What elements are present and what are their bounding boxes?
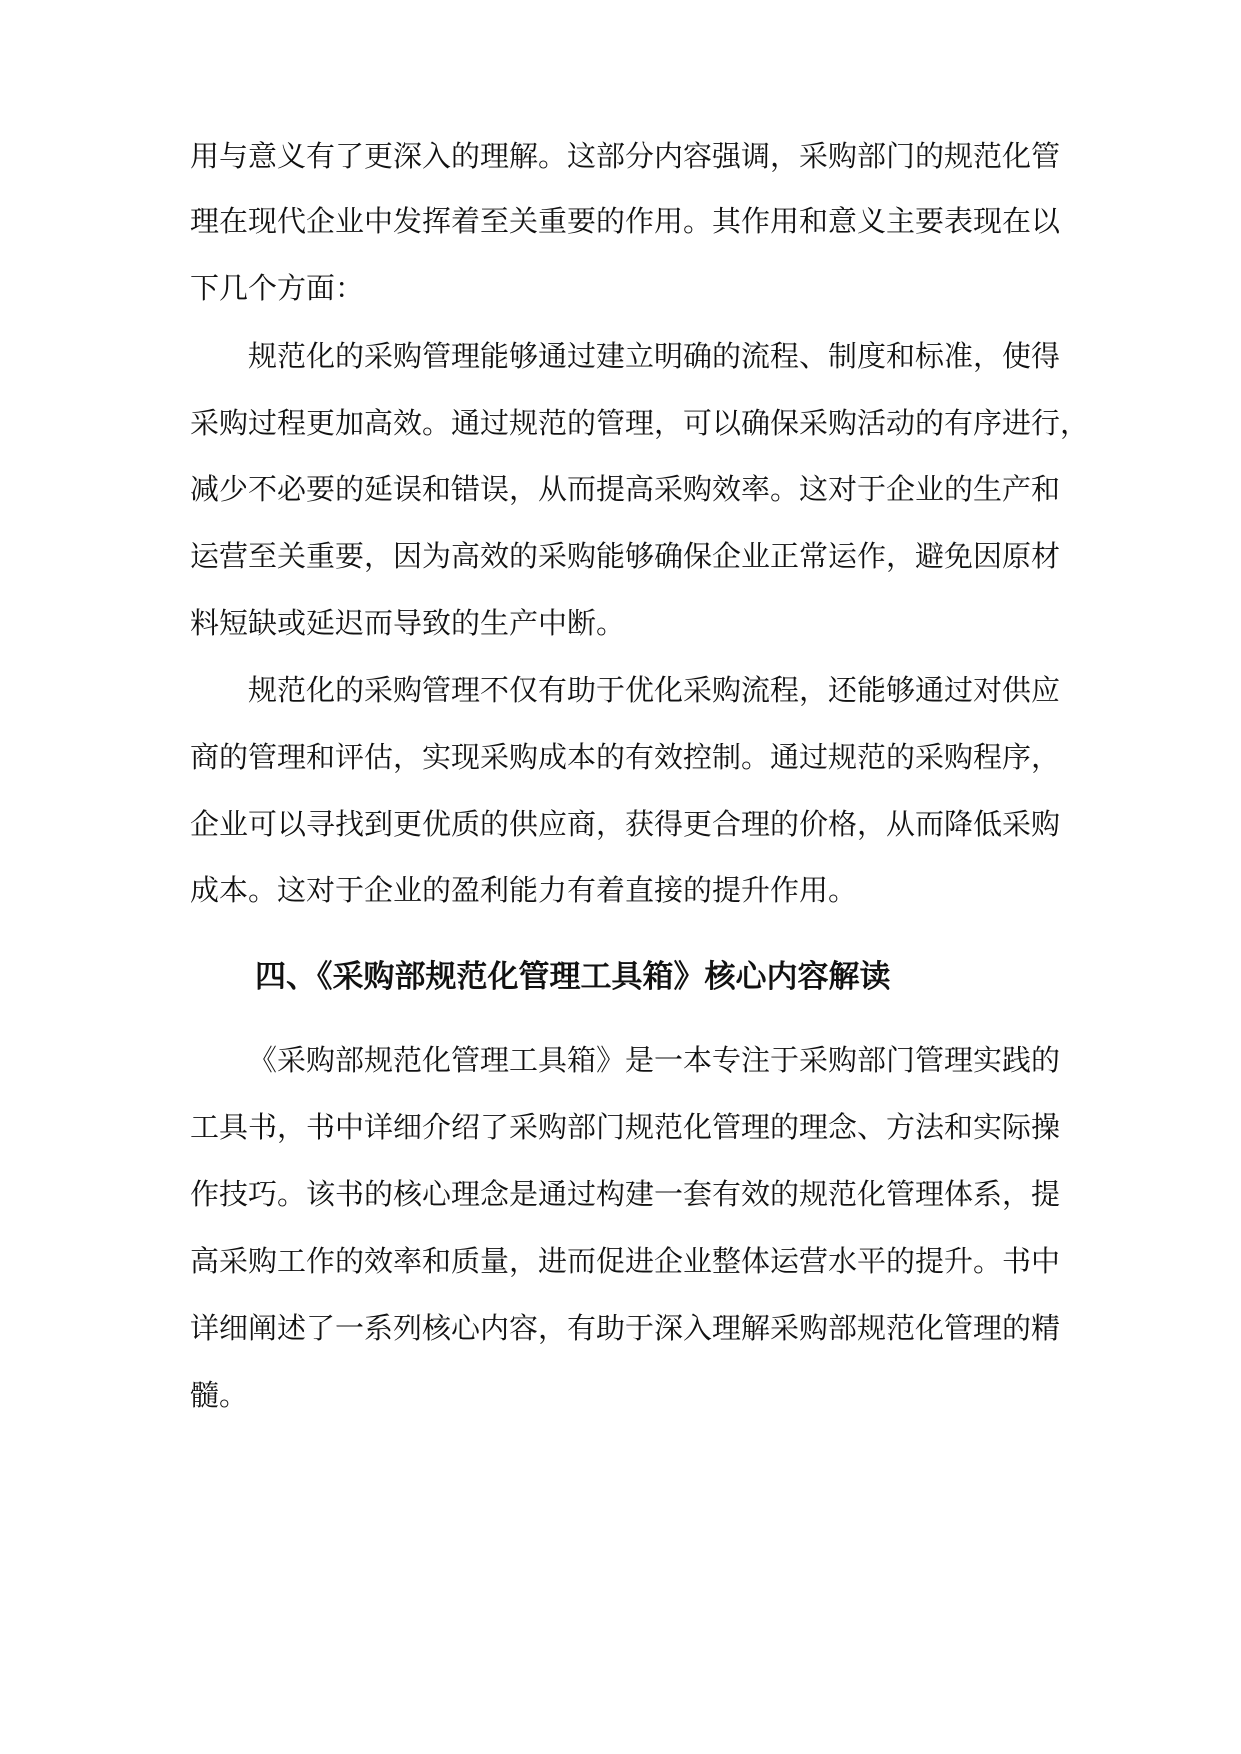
paragraph-2-line-4: 运营至关重要，因为高效的采购能够确保企业正常运作，避免因原材 bbox=[190, 539, 1061, 573]
paragraph-4-line-1: 《采购部规范化管理工具箱》是一本专注于采购部门管理实践的 bbox=[248, 1043, 1061, 1077]
paragraph-3-line-2: 商的管理和评估，实现采购成本的有效控制。通过规范的采购程序， bbox=[190, 740, 1061, 774]
paragraph-1-line-2: 理在现代企业中发挥着至关重要的作用。其作用和意义主要表现在以 bbox=[190, 204, 1061, 238]
paragraph-3-line-4: 成本。这对于企业的盈利能力有着直接的提升作用。 bbox=[190, 873, 858, 907]
paragraph-4-line-2: 工具书，书中详细介绍了采购部门规范化管理的理念、方法和实际操 bbox=[190, 1110, 1061, 1144]
paragraph-2-line-3: 减少不必要的延误和错误，从而提高采购效率。这对于企业的生产和 bbox=[190, 472, 1061, 506]
paragraph-1-line-1: 用与意义有了更深入的理解。这部分内容强调，采购部门的规范化管 bbox=[190, 139, 1061, 173]
paragraph-2-line-1: 规范化的采购管理能够通过建立明确的流程、制度和标准，使得 bbox=[248, 339, 1061, 373]
paragraph-4-line-6: 髓。 bbox=[190, 1378, 249, 1412]
paragraph-4-line-4: 高采购工作的效率和质量，进而促进企业整体运营水平的提升。书中 bbox=[190, 1244, 1061, 1278]
paragraph-1-line-3: 下几个方面： bbox=[190, 271, 365, 305]
paragraph-4-line-5: 详细阐述了一系列核心内容，有助于深入理解采购部规范化管理的精 bbox=[190, 1311, 1061, 1345]
paragraph-3-line-3: 企业可以寻找到更优质的供应商，获得更合理的价格，从而降低采购 bbox=[190, 807, 1061, 841]
paragraph-3-line-1: 规范化的采购管理不仅有助于优化采购流程，还能够通过对供应 bbox=[248, 673, 1061, 707]
paragraph-2-line-5: 料短缺或延迟而导致的生产中断。 bbox=[190, 606, 626, 640]
paragraph-4-line-3: 作技巧。该书的核心理念是通过构建一套有效的规范化管理体系，提 bbox=[190, 1177, 1061, 1211]
section-heading: 四、《采购部规范化管理工具箱》核心内容解读 bbox=[255, 959, 891, 995]
paragraph-2-line-2: 采购过程更加高效。通过规范的管理，可以确保采购活动的有序进行， bbox=[190, 406, 1090, 440]
